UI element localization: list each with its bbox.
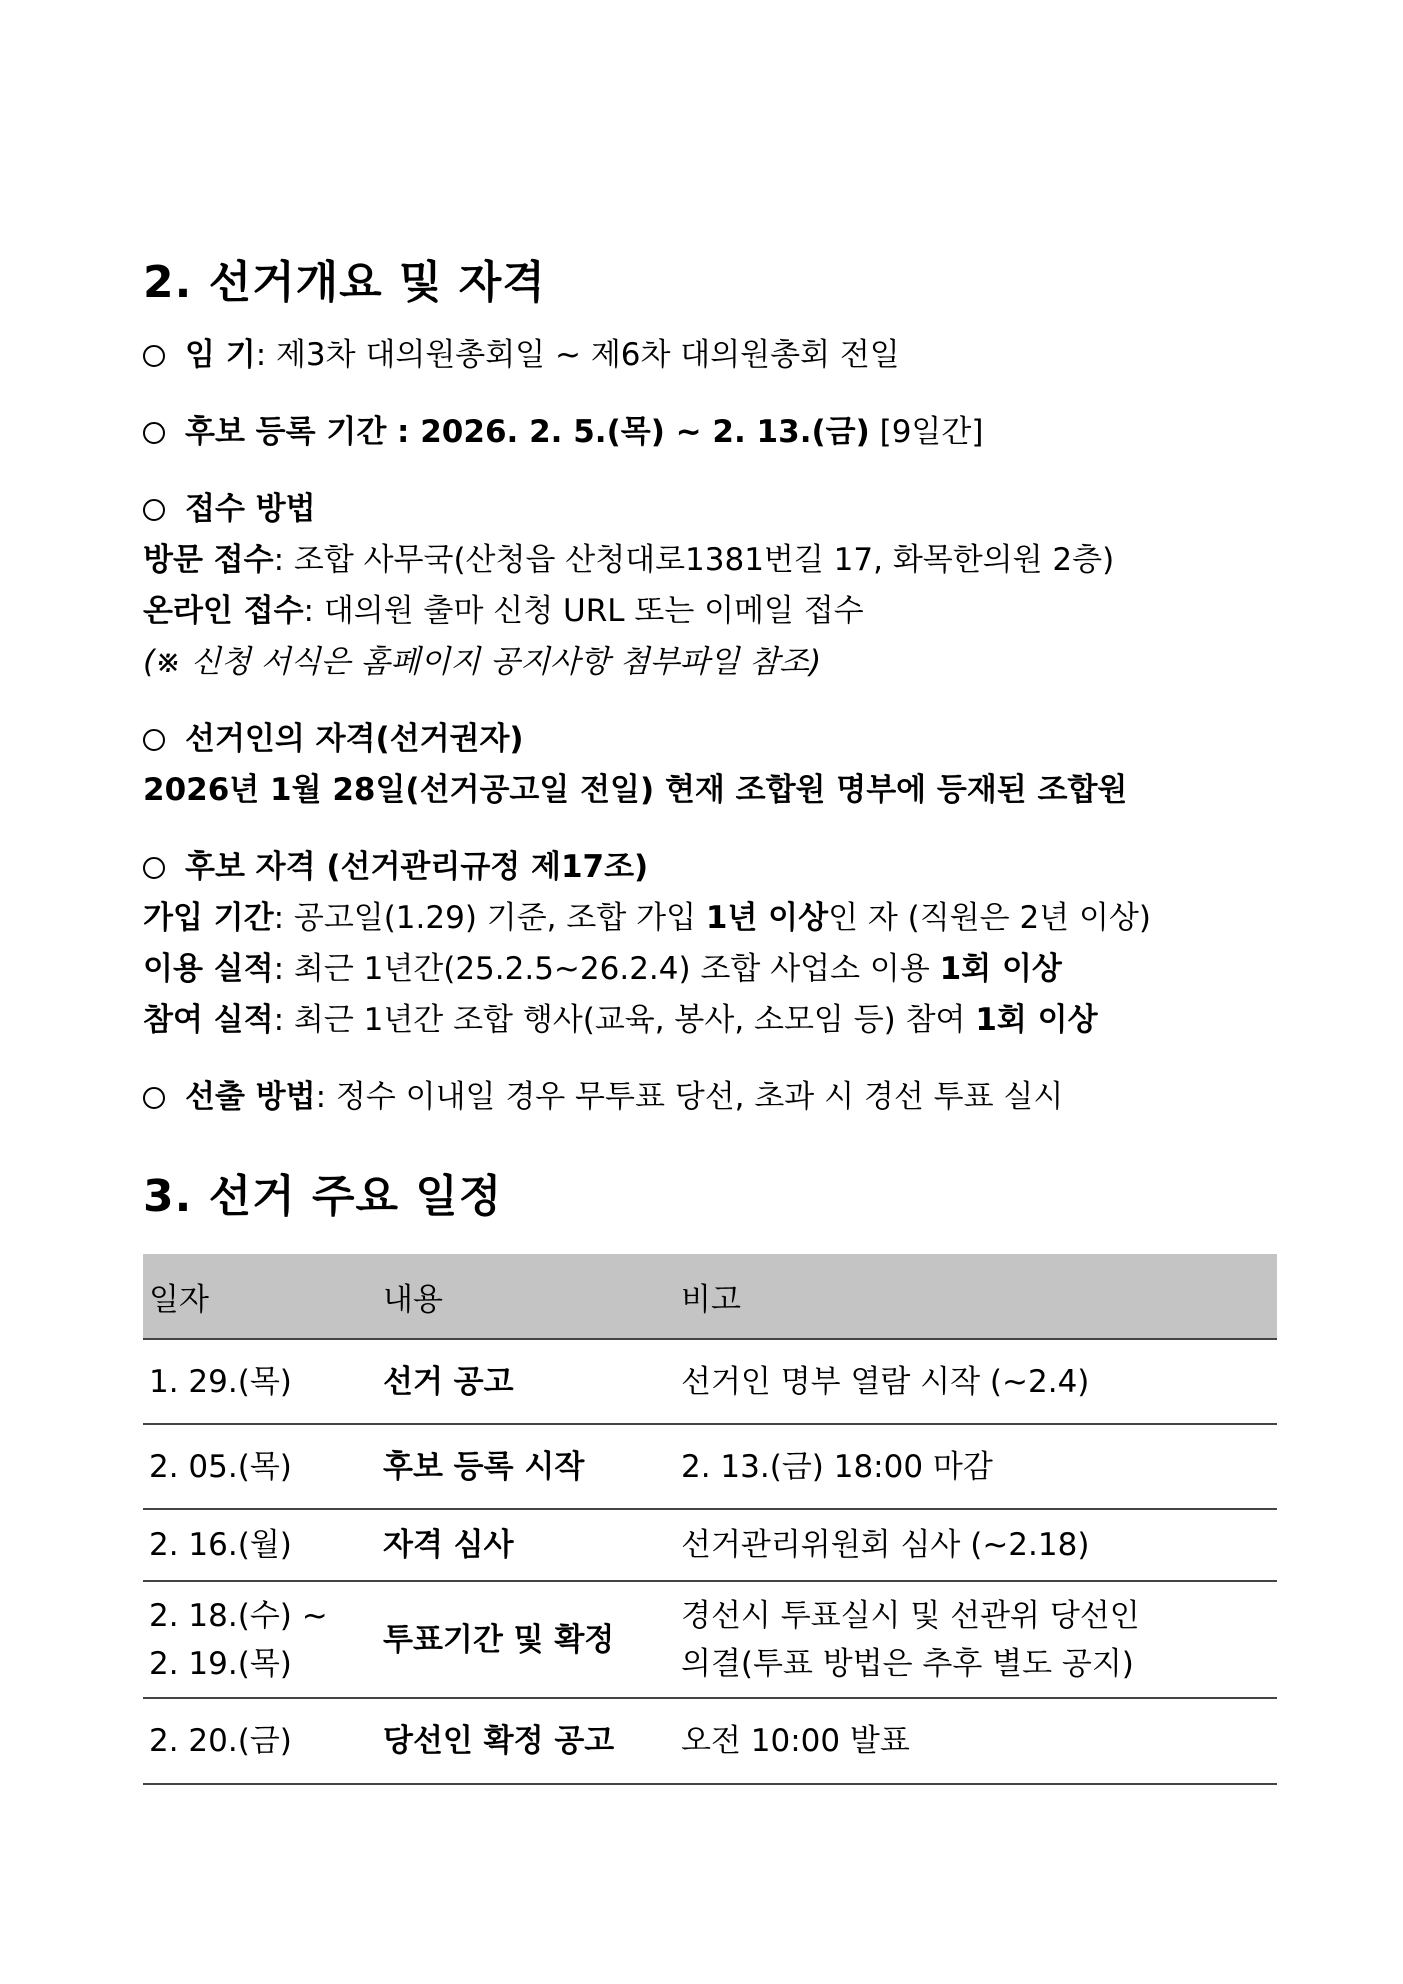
voter-title: 선거인의 자격(선거권자) (143, 719, 524, 759)
row-content: 투표기간 및 확정 (377, 1581, 675, 1698)
row-date: 1. 29.(목) (143, 1339, 377, 1424)
online-label: 온라인 접수 (143, 593, 304, 629)
table-row (143, 1581, 1277, 1698)
circle-bullet-icon (143, 499, 165, 521)
candidate-title: 후보 자격 (선거관리규정 제17조) (143, 847, 648, 887)
section-3-heading: 3. 선거 주요 일정 (143, 1171, 503, 1222)
circle-bullet-icon (143, 1087, 165, 1109)
visit-submission-line (143, 540, 1114, 580)
join-label: 가입 기간 (143, 900, 274, 936)
section-2-heading: 2. 선거개요 및 자격 (143, 257, 546, 308)
circle-bullet-icon (143, 857, 165, 879)
selection-label: 선출 방법 (185, 1079, 316, 1115)
term-text: : 제3차 대의원총회일 ~ 제6차 대의원총회 전일 (255, 337, 900, 373)
row-note: 오전 10:00 발표 (675, 1698, 1277, 1784)
row-content: 후보 등록 시작 (377, 1424, 675, 1509)
selection-method-line (143, 1077, 1063, 1117)
term-line (143, 335, 900, 375)
row-content: 선거 공고 (377, 1339, 675, 1424)
row-date: 2. 16.(월) (143, 1509, 377, 1581)
row-note: 경선시 투표실시 및 선관위 당선인 의결(투표 방법은 추후 별도 공지) (675, 1581, 1277, 1698)
selection-text: : 정수 이내일 경우 무투표 당선, 초과 시 경선 투표 실시 (315, 1079, 1064, 1115)
table-row (143, 1339, 1277, 1424)
row-date: 2. 05.(목) (143, 1424, 377, 1509)
voter-text: 2026년 1월 28일(선거공고일 전일) 현재 조합원 명부에 등재된 조합원 (143, 772, 1128, 808)
row-content: 당선인 확정 공고 (377, 1698, 675, 1784)
use-label: 이용 실적 (143, 951, 274, 987)
term-label: 임 기 (185, 337, 256, 373)
visit-text: : 조합 사무국(산청읍 산청대로1381번길 17, 화목한의원 2층) (273, 542, 1115, 578)
registration-line (143, 412, 983, 452)
usage-record-line: 이용 실적: 최근 1년간(25.2.5~26.2.4) 조합 사업소 이용 1회 이상 (143, 951, 1062, 987)
participation-record-line: 참여 실적: 최근 1년간 조합 행사(교육, 봉사, 소모임 등) 참여 1회 이상 (143, 1002, 1098, 1038)
row-note: 2. 13.(금) 18:00 마감 (675, 1424, 1277, 1509)
header-content: 내용 (377, 1254, 675, 1339)
row-note: 선거관리위원회 심사 (~2.18) (675, 1509, 1277, 1581)
online-submission-line (143, 591, 864, 631)
part-label: 참여 실적 (143, 1002, 274, 1038)
visit-label: 방문 접수 (143, 542, 274, 578)
circle-bullet-icon (143, 422, 165, 444)
submission-note: (※ 신청 서식은 홈페이지 공지사항 첨부파일 참조) (143, 644, 822, 680)
online-text: : 대의원 출마 신청 URL 또는 이메일 접수 (303, 593, 864, 629)
registration-label: 후보 등록 기간 : 2026. 2. 5.(목) ~ 2. 13.(금) (185, 414, 870, 450)
table-row (143, 1698, 1277, 1784)
header-date: 일자 (143, 1254, 377, 1339)
registration-text: [9일간] (869, 414, 984, 450)
table-row (143, 1509, 1277, 1581)
table-header-row (143, 1254, 1277, 1339)
row-date: 2. 18.(수) ~ 2. 19.(목) (143, 1581, 377, 1698)
join-period-line: 가입 기간: 공고일(1.29) 기준, 조합 가입 1년 이상인 자 (직원은 2년 이상) (143, 900, 1151, 936)
header-note: 비고 (675, 1254, 1277, 1339)
schedule-table (143, 1254, 1277, 1785)
table-row (143, 1424, 1277, 1509)
circle-bullet-icon (143, 729, 165, 751)
submission-title: 접수 방법 (143, 489, 316, 529)
row-date: 2. 20.(금) (143, 1698, 377, 1784)
row-content: 자격 심사 (377, 1509, 675, 1581)
circle-bullet-icon (143, 345, 165, 367)
row-note: 선거인 명부 열람 시작 (~2.4) (675, 1339, 1277, 1424)
